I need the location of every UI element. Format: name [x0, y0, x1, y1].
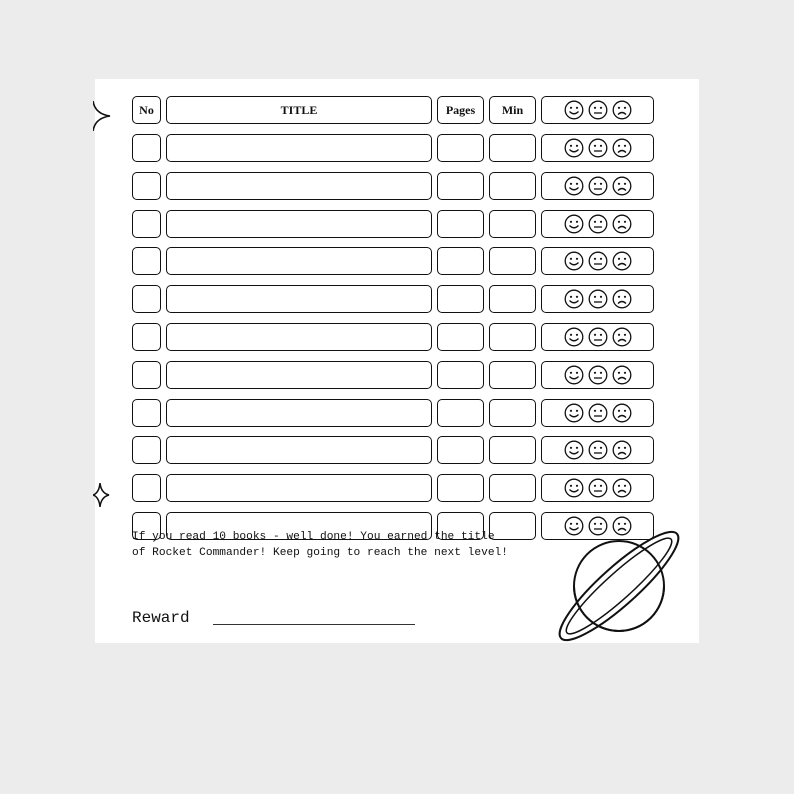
message-line-1: If you read 10 books - well done! You earned the title — [132, 531, 495, 543]
smiley-happy-icon[interactable] — [564, 327, 584, 347]
smiley-happy-icon[interactable] — [564, 289, 584, 309]
cell-pages[interactable] — [437, 399, 484, 427]
cell-rating[interactable] — [541, 399, 654, 427]
smiley-happy-icon[interactable] — [564, 176, 584, 196]
cell-min[interactable] — [489, 285, 536, 313]
smiley-happy-icon[interactable] — [564, 100, 584, 120]
cell-min[interactable] — [489, 134, 536, 162]
cell-pages[interactable] — [437, 285, 484, 313]
cell-no[interactable] — [132, 285, 161, 313]
cell-no[interactable] — [132, 323, 161, 351]
smiley-sad-icon[interactable] — [612, 138, 632, 158]
cell-min[interactable] — [489, 361, 536, 389]
smiley-happy-icon[interactable] — [564, 251, 584, 271]
cell-no[interactable] — [132, 474, 161, 502]
cell-pages[interactable] — [437, 323, 484, 351]
planet-icon — [555, 529, 685, 644]
cell-title[interactable] — [166, 361, 432, 389]
cell-min[interactable] — [489, 323, 536, 351]
cell-pages[interactable] — [437, 474, 484, 502]
rating-faces — [542, 362, 653, 388]
smiley-sad-icon[interactable] — [612, 440, 632, 460]
smiley-neutral-icon[interactable] — [588, 440, 608, 460]
header-cell-no — [132, 96, 161, 124]
cell-pages[interactable] — [437, 436, 484, 464]
rating-faces — [542, 211, 653, 237]
header-cell-rating — [541, 96, 654, 124]
rating-faces — [542, 135, 653, 161]
cell-min[interactable] — [489, 436, 536, 464]
smiley-sad-icon[interactable] — [612, 478, 632, 498]
cell-pages[interactable] — [437, 361, 484, 389]
cell-rating[interactable] — [541, 285, 654, 313]
cell-title[interactable] — [166, 247, 432, 275]
smiley-neutral-icon[interactable] — [588, 365, 608, 385]
smiley-sad-icon[interactable] — [612, 289, 632, 309]
message-line-2: of Rocket Commander! Keep going to reach the next level! — [132, 547, 508, 559]
smiley-sad-icon[interactable] — [612, 403, 632, 423]
smiley-sad-icon[interactable] — [612, 365, 632, 385]
cell-min[interactable] — [489, 172, 536, 200]
cell-title[interactable] — [166, 399, 432, 427]
smiley-neutral-icon[interactable] — [588, 214, 608, 234]
rating-faces — [542, 400, 653, 426]
rating-faces — [542, 286, 653, 312]
smiley-sad-icon[interactable] — [612, 176, 632, 196]
rating-faces — [542, 173, 653, 199]
cell-no[interactable] — [132, 172, 161, 200]
reward-write-line[interactable] — [213, 624, 415, 625]
header-pages-label: Pages — [445, 102, 476, 117]
cell-min[interactable] — [489, 399, 536, 427]
smiley-sad-icon[interactable] — [612, 251, 632, 271]
cell-rating[interactable] — [541, 134, 654, 162]
cell-pages[interactable] — [437, 247, 484, 275]
smiley-neutral-icon[interactable] — [588, 138, 608, 158]
cell-pages[interactable] — [437, 172, 484, 200]
smiley-neutral-icon[interactable] — [588, 100, 608, 120]
cell-no[interactable] — [132, 210, 161, 238]
smiley-neutral-icon[interactable] — [588, 478, 608, 498]
rating-faces — [542, 475, 653, 501]
smiley-neutral-icon[interactable] — [588, 327, 608, 347]
smiley-sad-icon[interactable] — [612, 100, 632, 120]
cell-rating[interactable] — [541, 474, 654, 502]
smiley-happy-icon[interactable] — [564, 403, 584, 423]
cell-title[interactable] — [166, 285, 432, 313]
cell-no[interactable] — [132, 399, 161, 427]
header-no-label: No — [139, 102, 154, 117]
smiley-neutral-icon[interactable] — [588, 176, 608, 196]
cell-no[interactable] — [132, 361, 161, 389]
cell-rating[interactable] — [541, 172, 654, 200]
rating-faces — [542, 437, 653, 463]
four-point-star-icon — [93, 483, 113, 507]
reward-label: Reward — [132, 609, 190, 627]
cell-no[interactable] — [132, 134, 161, 162]
cell-title[interactable] — [166, 436, 432, 464]
cell-min[interactable] — [489, 210, 536, 238]
cell-no[interactable] — [132, 247, 161, 275]
cell-rating[interactable] — [541, 247, 654, 275]
four-point-star-icon — [93, 101, 113, 131]
cell-no[interactable] — [132, 436, 161, 464]
reading-log-sheet — [95, 79, 699, 643]
cell-rating[interactable] — [541, 436, 654, 464]
smiley-neutral-icon[interactable] — [588, 403, 608, 423]
cell-rating[interactable] — [541, 210, 654, 238]
header-min-label: Min — [501, 102, 524, 117]
cell-title[interactable] — [166, 474, 432, 502]
header-cell-min — [489, 96, 536, 124]
cell-title[interactable] — [166, 134, 432, 162]
rating-faces — [542, 97, 653, 123]
rating-faces — [542, 248, 653, 274]
smiley-happy-icon[interactable] — [564, 440, 584, 460]
smiley-neutral-icon[interactable] — [588, 289, 608, 309]
cell-title[interactable] — [166, 172, 432, 200]
smiley-happy-icon[interactable] — [564, 138, 584, 158]
achievement-message — [132, 529, 552, 561]
cell-rating[interactable] — [541, 361, 654, 389]
header-cell-title — [166, 96, 432, 124]
smiley-happy-icon[interactable] — [564, 365, 584, 385]
smiley-happy-icon[interactable] — [564, 214, 584, 234]
cell-title[interactable] — [166, 210, 432, 238]
rating-faces — [542, 324, 653, 350]
cell-title[interactable] — [166, 323, 432, 351]
header-title-label: TITLE — [280, 102, 318, 117]
cell-min[interactable] — [489, 474, 536, 502]
cell-pages[interactable] — [437, 210, 484, 238]
header-cell-pages — [437, 96, 484, 124]
smiley-happy-icon[interactable] — [564, 478, 584, 498]
cell-min[interactable] — [489, 247, 536, 275]
cell-rating[interactable] — [541, 323, 654, 351]
smiley-sad-icon[interactable] — [612, 327, 632, 347]
cell-pages[interactable] — [437, 134, 484, 162]
smiley-sad-icon[interactable] — [612, 214, 632, 234]
smiley-neutral-icon[interactable] — [588, 251, 608, 271]
